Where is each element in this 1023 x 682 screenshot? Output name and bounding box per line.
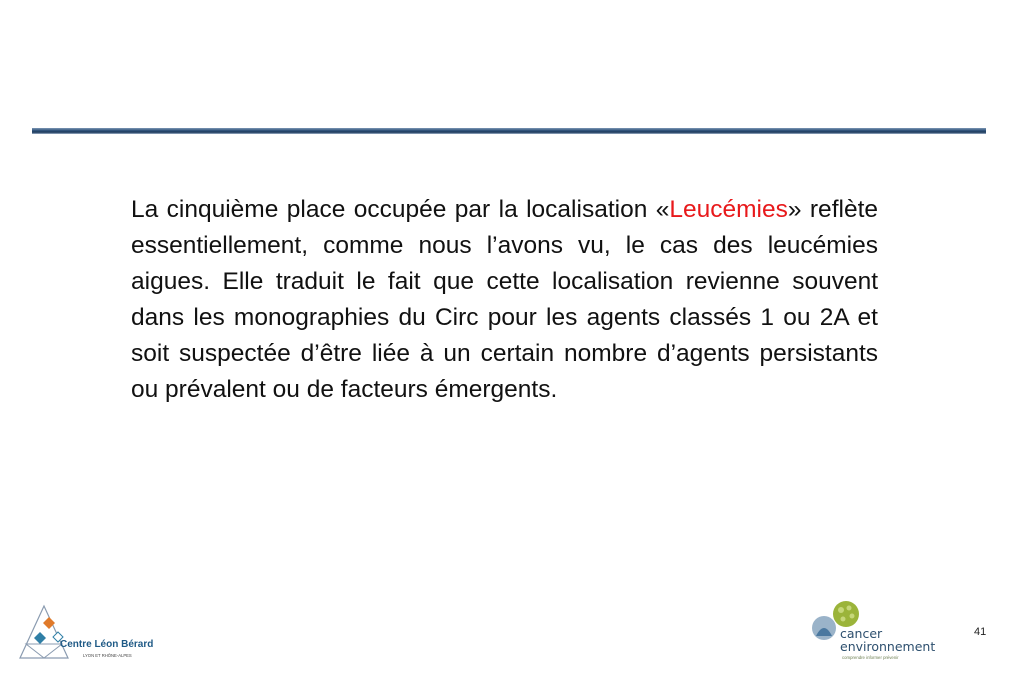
ce-logo-line2: environnement bbox=[840, 639, 936, 654]
highlight-leucemies: Leucémies bbox=[669, 196, 788, 223]
clb-logo-name: Centre Léon Bérard bbox=[60, 639, 154, 650]
header-rule bbox=[32, 128, 986, 134]
slide-number: 41 bbox=[974, 626, 987, 638]
ce-logo-line1: cancer bbox=[840, 626, 883, 641]
paragraph-text-before: La cinquième place occupée par la localisation « bbox=[131, 196, 670, 223]
body-paragraph bbox=[131, 192, 878, 408]
cancer-environnement-logo bbox=[810, 598, 955, 666]
paragraph-text-after: » reflète essentiellement, comme nous l’avons vu, le cas des leucémies aigues. Elle traduit le fait que cette localisation revienne souvent dans les monographies du Circ pour les agents classés 1 ou 2A et soit suspectée d’être liée à un certain nombre d’agents persistants ou prévalent ou de facteurs émergents. bbox=[131, 196, 878, 403]
ce-logo-tagline: comprendre informer prévenir bbox=[842, 655, 899, 660]
clb-logo-subtitle: LYON ET RHÔNE-ALPES bbox=[83, 653, 132, 658]
centre-leon-berard-logo bbox=[16, 604, 166, 664]
